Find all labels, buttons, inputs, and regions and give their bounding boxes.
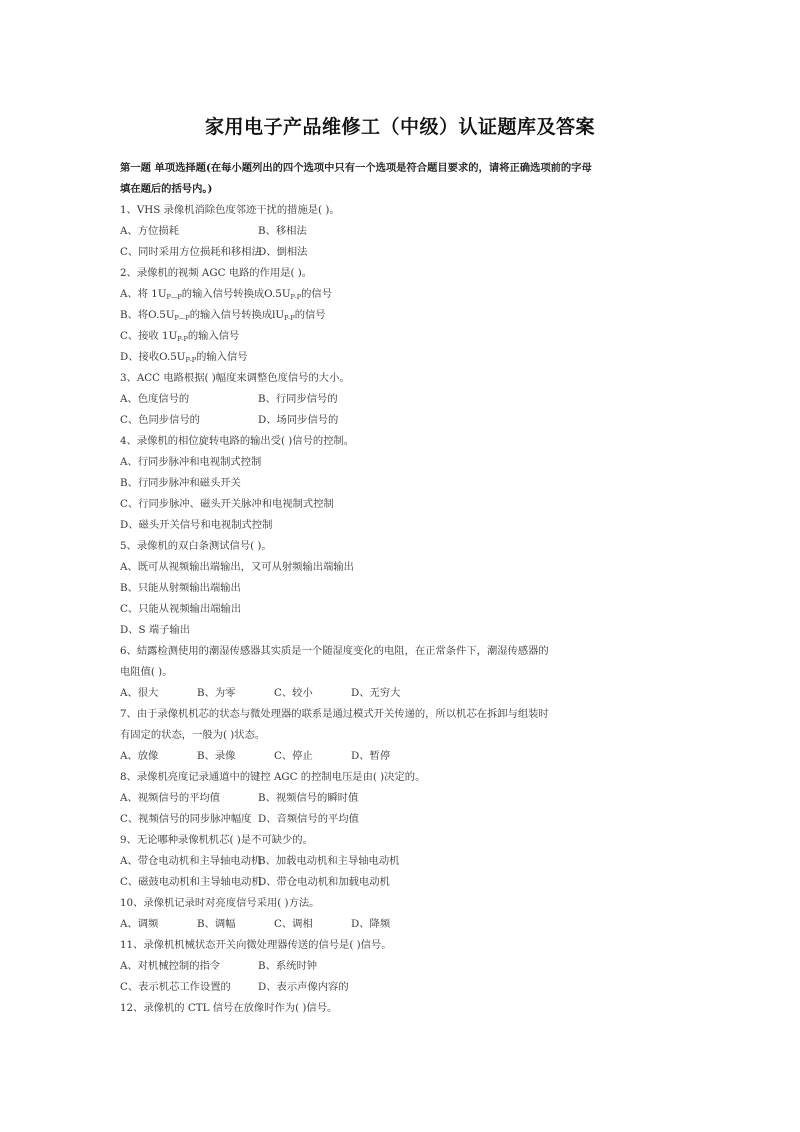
option-text: 的输入信号 <box>196 351 248 363</box>
subscript: P-P <box>177 335 188 343</box>
options-row <box>120 788 690 809</box>
option-text: C、接收 1U <box>120 330 178 342</box>
option: C、表示机芯工作设置的 <box>120 981 231 993</box>
option: A、对机械控制的指令 <box>120 960 221 972</box>
option: D、倒相法 <box>258 246 308 258</box>
options-row <box>120 746 690 767</box>
option: A、很大 <box>120 687 159 699</box>
question-stem: 3、ACC 电路根据( )幅度来调整色度信号的大小。 <box>120 372 350 384</box>
question-stem: 11、录像机机械状态开关向微处理器传送的信号是( )信号。 <box>120 939 392 951</box>
option: A、既可从视频输出端输出，又可从射频输出端输出 <box>120 561 354 573</box>
options-row <box>120 683 690 704</box>
option: D、降频 <box>351 918 391 930</box>
option: A、放像 <box>120 750 159 762</box>
option-text: 的输入信号 <box>187 330 240 342</box>
question-stem: 8、录像机亮度记录通道中的键控 AGC 的控制电压是由( )决定的。 <box>120 771 426 783</box>
options-row <box>120 977 690 998</box>
option: D、场同步信号的 <box>258 414 339 426</box>
subscript: P-P <box>284 314 295 322</box>
section-heading-line-1: 第一题 单项选择题(在每小题列出的四个选项中只有一个选项是符合题目要求的，请将正确选项前的字母 <box>120 162 592 174</box>
options-row <box>120 389 690 410</box>
option: A、调频 <box>120 918 159 930</box>
question-stem: 5、录像机的双白条测试信号( )。 <box>120 540 272 552</box>
subscript: P-P <box>290 293 302 301</box>
option <box>120 347 690 368</box>
options-row <box>120 872 690 893</box>
option: C、行同步脉冲、磁头开关脉冲和电视制式控制 <box>120 498 334 510</box>
question-stem: 4、录像机的相位旋转电路的输出受( )信号的控制。 <box>120 435 355 447</box>
option: A、视频信号的平均值 <box>120 792 221 804</box>
options-row <box>120 242 690 263</box>
question-stem: 10、录像机记录时对亮度信号采用( )方法。 <box>120 897 320 909</box>
option-text: A、将 1U <box>120 288 167 300</box>
option: D、无穷大 <box>351 687 401 699</box>
option: C、调相 <box>274 918 313 930</box>
option: C、视频信号的同步脉冲幅度 <box>120 813 252 825</box>
option: B、只能从射频输出端输出 <box>120 582 241 594</box>
option <box>120 305 690 326</box>
option: C、同时采用方位损耗和移相法 <box>120 246 262 258</box>
option: D、带仓电动机和加载电动机 <box>258 876 390 888</box>
option: B、为零 <box>197 687 236 699</box>
option: D、音频信号的平均值 <box>258 813 359 825</box>
option: B、加载电动机和主导轴电动机 <box>258 855 400 867</box>
option: B、视频信号的瞬时值 <box>258 792 359 804</box>
subscript: P—P <box>174 314 190 322</box>
option: A、色度信号的 <box>120 393 190 405</box>
question-stem: 有固定的状态，一般为( )状态。 <box>120 729 266 741</box>
option <box>120 326 690 347</box>
options-row <box>120 809 690 830</box>
subscript: P-P <box>185 356 197 364</box>
subscript: P—P <box>166 293 182 301</box>
option-text: D、接收O.5U <box>120 351 186 363</box>
option: C、较小 <box>274 687 313 699</box>
option: A、行同步脉冲和电视制式控制 <box>120 456 262 468</box>
options-row <box>120 410 690 431</box>
options-row <box>120 914 690 935</box>
option: D、S 端子输出 <box>120 624 191 636</box>
option <box>120 284 690 305</box>
option: A、方位损耗 <box>120 225 179 237</box>
question-stem: 1、VHS 录像机消除色度邻迹干扰的措施是( )。 <box>120 204 340 216</box>
options-row <box>120 221 690 242</box>
section-heading-line-2: 填在题后的括号内。) <box>120 183 213 195</box>
option: D、磁头开关信号和电视制式控制 <box>120 519 273 531</box>
options-row <box>120 956 690 977</box>
option: A、带仓电动机和主导轴电动机 <box>120 855 262 867</box>
question-stem: 7、由于录像机机芯的状态与微处理器的联系是通过模式开关传递的，所以机芯在拆卸与组装时 <box>120 708 549 720</box>
page-title: 家用电子产品维修工（中级）认证题库及答案 <box>204 116 595 138</box>
option: B、行同步信号的 <box>258 393 338 405</box>
question-list <box>120 158 690 1019</box>
option-text: 的信号 <box>301 288 332 300</box>
option-text: 的输入信号转换成lU <box>189 309 285 321</box>
option: C、停止 <box>274 750 313 762</box>
option-text: 的信号 <box>294 309 326 321</box>
option: C、磁鼓电动机和主导轴电动机 <box>120 876 262 888</box>
question-stem: 电阻值( )。 <box>120 666 173 678</box>
option: B、行同步脉冲和磁头开关 <box>120 477 241 489</box>
option-text: B、将O.5U <box>120 309 175 321</box>
option: B、移相法 <box>258 225 307 237</box>
question-stem: 2、录像机的视频 AGC 电路的作用是( )。 <box>120 267 313 279</box>
option: B、录像 <box>197 750 236 762</box>
question-stem: 6、結露检测使用的潮湿传感器其实质是一个随湿度变化的电阻，在正常条件下，潮湿传感器的 <box>120 645 549 657</box>
option: B、调幅 <box>197 918 236 930</box>
option: C、色同步信号的 <box>120 414 200 426</box>
option: B、系统时钟 <box>258 960 318 972</box>
question-stem: 12、录像机的 CTL 信号在放像时作为( )信号。 <box>120 1002 338 1014</box>
option: C、只能从视频输出端输出 <box>120 603 242 615</box>
question-stem: 9、无论哪种录像机机芯( )是不可缺少的。 <box>120 834 313 846</box>
option: D、暂停 <box>351 750 391 762</box>
option: D、表示声像内容的 <box>258 981 349 993</box>
option-text: 的输入信号转换成O.5U <box>181 288 291 300</box>
options-row <box>120 851 690 872</box>
